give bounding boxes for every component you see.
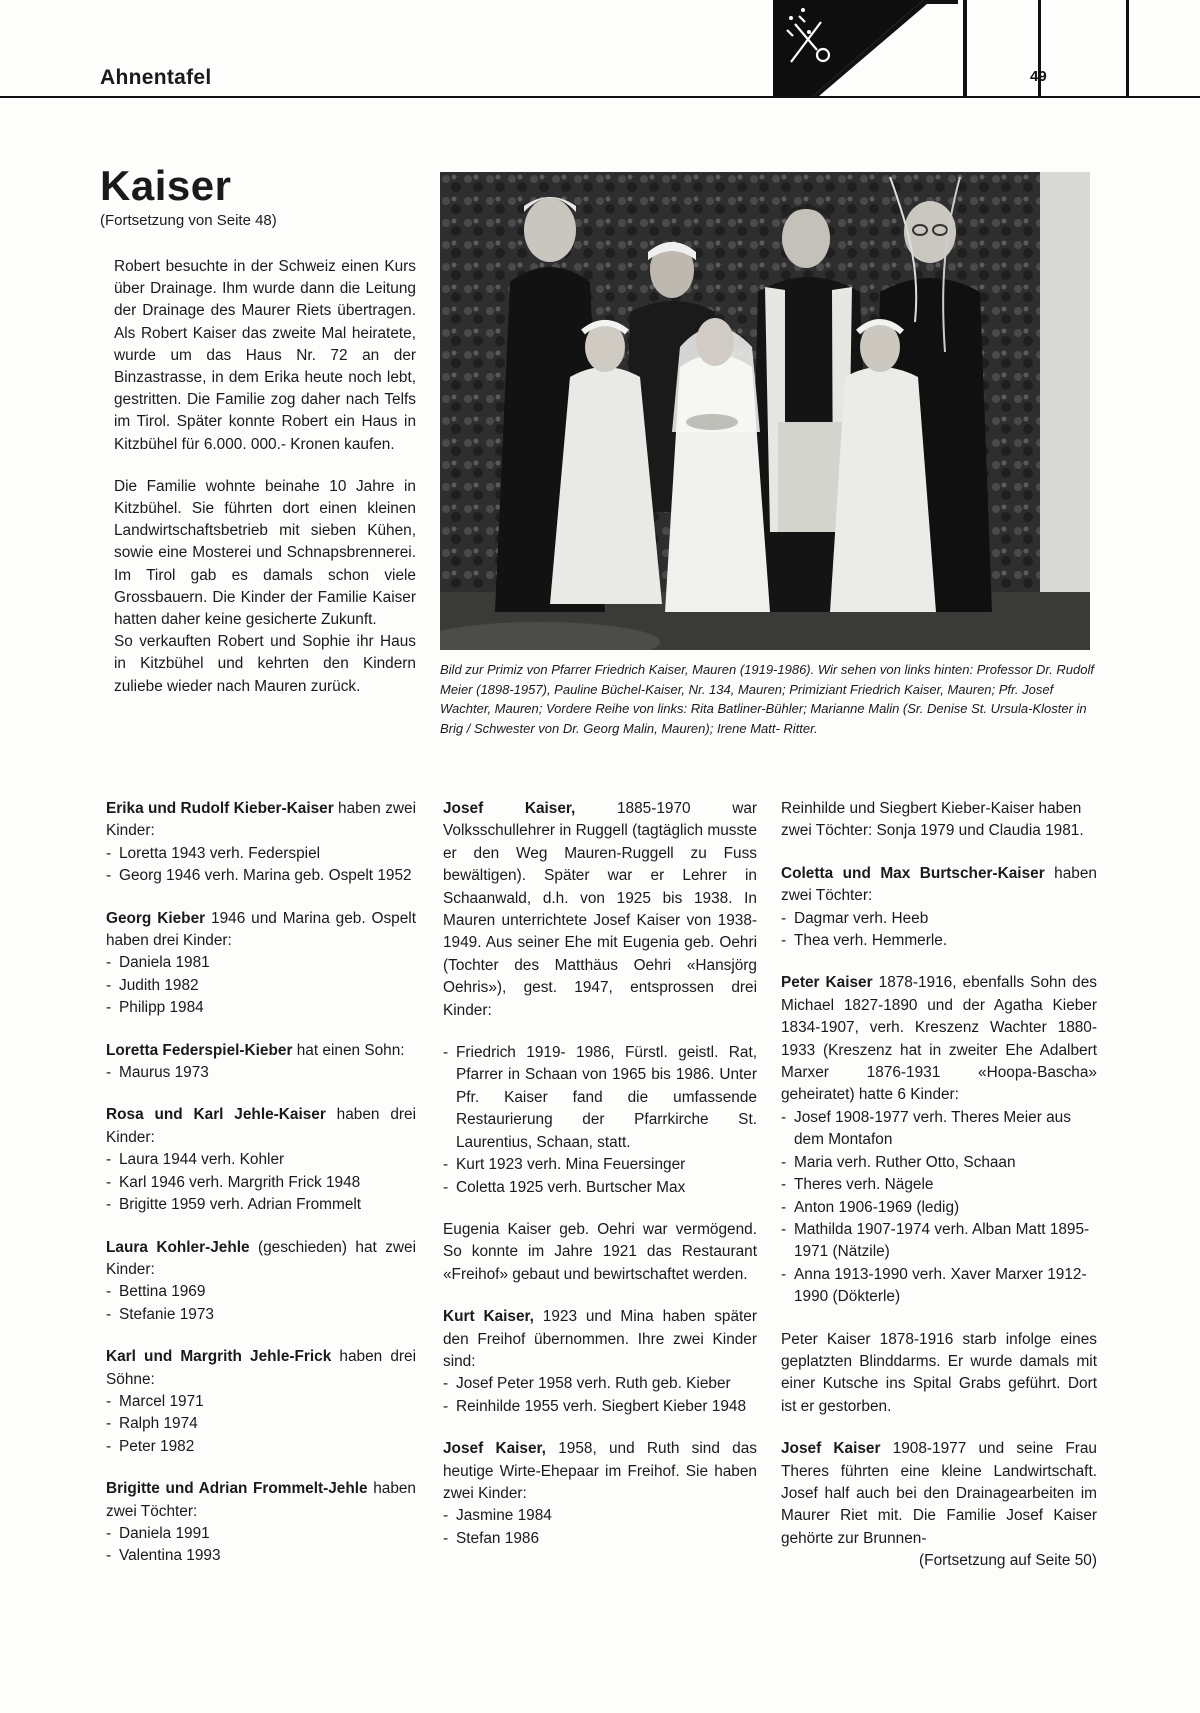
entry-heading: Loretta Federspiel-Kieber xyxy=(106,1041,293,1059)
entry-heading: Karl und Margrith Jehle-Frick xyxy=(106,1348,332,1366)
list-item: - Kurt 1923 verh. Mina Feuersinger xyxy=(443,1154,757,1176)
page-number: 49 xyxy=(1030,68,1047,85)
list-item: - Valentina 1993 xyxy=(106,1545,416,1567)
list-item: - Friedrich 1919- 1986, Fürstl. geistl. Rat, Pfarrer in Schaan von 1965 bis 1986. Unter Pfr. Kaiser fand die umfassende Restaurierung der Pfarrkirche St. Laurentius, Schaan, statt. xyxy=(443,1042,757,1154)
header-bar xyxy=(963,0,967,96)
entry-text: 1946 und Marina geb. Ospelt haben drei Kinder: xyxy=(106,909,417,950)
list-item: - Maurus 1973 xyxy=(106,1062,416,1084)
list-item: - Dagmar verh. Heeb xyxy=(781,908,1097,930)
entry-heading: Kurt Kaiser, xyxy=(443,1308,534,1326)
entry-text: haben drei Kinder: xyxy=(106,1106,416,1146)
entry-text: haben zwei Töchter: xyxy=(781,864,1097,905)
entry-josef-1885 xyxy=(443,798,757,1022)
entry-heading: Brigitte und Adrian Frommelt-Jehle xyxy=(106,1480,368,1498)
list-item: - Daniela 1981 xyxy=(106,952,416,974)
coat-of-arms-icon xyxy=(773,0,958,96)
list-item: - Josef 1908-1977 verh. Theres Meier aus dem Montafon xyxy=(781,1107,1097,1152)
list-item: - Josef Peter 1958 verh. Ruth geb. Kieber xyxy=(443,1373,757,1395)
list-item: - Thea verh. Hemmerle. xyxy=(781,930,1097,952)
entry-text: Eugenia Kaiser geb. Oehri war vermögend. So konnte im Jahre 1921 das Restaurant «Freihof» gebaut und bewirtschaftet werden. xyxy=(443,1220,757,1283)
entry-text: haben drei Söhne: xyxy=(106,1348,416,1388)
list-item: - Coletta 1925 verh. Burtscher Max xyxy=(443,1177,757,1199)
entry-georg xyxy=(106,908,416,1020)
intro-paragraph: Die Familie wohnte beinahe 10 Jahre in Kitzbühel. Sie führten dort einen kleinen Landwirtschaftsbetrieb mit sieben Kühen, sowie eine Mosterei und Schnapsbrennerei. Im Tirol gab es damals schon viele Grossbauern. Die Kinder der Familie Kaiser hatten daher keine gesicherte Zukunft. xyxy=(114,477,416,629)
list-item: - Bettina 1969 xyxy=(106,1281,416,1303)
list-item: - Anton 1906-1969 (ledig) xyxy=(781,1197,1097,1219)
entry-heading: Georg Kieber xyxy=(106,909,206,927)
entry-eugenia xyxy=(443,1219,757,1286)
entry-text: 1885-1970 war Volksschullehrer in Ruggell (tagtäglich musste er den Weg Mauren-Ruggell zu Fuss bewältigen). Später war er Lehrer in Schaanwald, d.h. von 1925 bis 1938. In Mauren unterrichtete Josef Kaiser von 1938-1949. Aus seiner Ehe mit Eugenia geb. Oehri (Tochter des Matthäus Oehri «Hansjörg Oehris»), gest. 1947, entsprossen drei Kinder: xyxy=(443,800,757,1019)
list-item: - Loretta 1943 verh. Federspiel xyxy=(106,843,416,865)
list-item: - Mathilda 1907-1974 verh. Alban Matt 1895-1971 (Nätzile) xyxy=(781,1219,1097,1264)
entry-heading: Laura Kohler-Jehle xyxy=(106,1238,250,1256)
entry-josef-1958 xyxy=(443,1438,757,1550)
entry-karl xyxy=(106,1346,416,1458)
list-item: - Georg 1946 verh. Marina geb. Ospelt 1952 xyxy=(106,865,416,887)
column-2 xyxy=(443,798,757,1570)
page-title: Kaiser xyxy=(100,162,232,209)
entry-text: (geschieden) hat zwei Kinder: xyxy=(106,1238,416,1278)
intro-paragraph: Robert besuchte in der Schweiz einen Kurs über Drainage. Ihm wurde dann die Leitung der Drainage des Maurer Riets übertragen. Als Robert Kaiser das zweite Mal heiratete, wurde um das Haus Nr. 72 an der Binzastrasse, in dem Erika heute noch lebt, gestritten. Die Familie zog daher nach Telfs im Tirol. Später konnte Robert ein Haus in Kitzbühel für 6.000. 000.- Kronen kaufen. xyxy=(114,258,416,453)
entry-laura xyxy=(106,1237,416,1327)
list-item: - Daniela 1991 xyxy=(106,1523,416,1545)
entry-josef-children xyxy=(443,1042,757,1199)
entry-heading: Josef Kaiser xyxy=(781,1440,881,1458)
list-item: - Stefan 1986 xyxy=(443,1528,757,1550)
entry-erika xyxy=(106,798,416,888)
entry-heading: Josef Kaiser, xyxy=(443,1440,546,1458)
entry-text: Peter Kaiser 1878-1916 starb infolge eines geplatzten Blinddarms. Er wurde damals mit einer Kutsche ins Spital Grabs geführt. Dort ist er gestorben. xyxy=(781,1330,1097,1415)
entry-text: haben zwei Töchter: xyxy=(106,1480,416,1520)
entry-brigitte xyxy=(106,1478,416,1568)
list-item: - Philipp 1984 xyxy=(106,997,416,1019)
entry-text: 1923 und Mina haben später den Freihof übernommen. Ihre zwei Kinder sind: xyxy=(443,1308,757,1370)
list-item: - Theres verh. Nägele xyxy=(781,1174,1097,1196)
emblem-box xyxy=(773,0,958,96)
list-item: - Laura 1944 verh. Kohler xyxy=(106,1149,416,1171)
list-item: - Stefanie 1973 xyxy=(106,1304,416,1326)
entry-text: hat einen Sohn: xyxy=(292,1041,405,1059)
group-photo xyxy=(440,172,1090,650)
list-item: - Ralph 1974 xyxy=(106,1413,416,1435)
header-bar xyxy=(1126,0,1129,96)
entry-text: Reinhilde und Siegbert Kieber-Kaiser haben zwei Töchter: Sonja 1979 und Claudia 1981. xyxy=(781,800,1084,840)
entry-heading: Erika und Rudolf Kieber-Kaiser xyxy=(106,800,334,817)
entry-text: 1908-1977 und seine Frau Theres führten eine kleine Landwirtschaft. Josef half auch bei den Drainagearbeiten im Maurer Riet mit. Die Familie Josef Kaiser gehörte zur Brunnen- xyxy=(781,1440,1097,1547)
entry-peter-death xyxy=(781,1329,1097,1419)
entry-heading: Peter Kaiser xyxy=(781,974,873,992)
page-header xyxy=(0,0,1200,100)
entry-loretta xyxy=(106,1040,416,1085)
entry-text: 1878-1916, ebenfalls Sohn des Michael 1827-1890 und der Agatha Kieber 1834-1907, verh. Kreszenz Wachter 1880-1933 (Kreszenz hat in zweiter Ehe Adalbert Marxer 1876-1931 «Hoopa-Bascha» geheiratet) hatte 6 Kinder: xyxy=(781,974,1097,1104)
list-item: - Jasmine 1984 xyxy=(443,1505,757,1527)
list-item: - Marcel 1971 xyxy=(106,1391,416,1413)
list-item: - Peter 1982 xyxy=(106,1436,416,1458)
list-item: - Reinhilde 1955 verh. Siegbert Kieber 1948 xyxy=(443,1396,757,1418)
entry-rosa xyxy=(106,1104,416,1216)
list-item: - Judith 1982 xyxy=(106,975,416,997)
list-item: - Anna 1913-1990 verh. Xaver Marxer 1912-1990 (Dökterle) xyxy=(781,1264,1097,1309)
header-rule xyxy=(0,96,1200,98)
column-3 xyxy=(781,798,1097,1573)
column-1 xyxy=(106,798,416,1588)
entry-peter xyxy=(781,972,1097,1308)
intro-text xyxy=(114,256,416,712)
list-item: - Brigitte 1959 verh. Adrian Frommelt xyxy=(106,1194,416,1216)
intro-paragraph: So verkauften Robert und Sophie ihr Haus in Kitzbühel und kehrten den Kindern zuliebe wieder nach Mauren zurück. xyxy=(114,633,416,695)
list-item: - Maria verh. Ruther Otto, Schaan xyxy=(781,1152,1097,1174)
entry-heading: Josef Kaiser, xyxy=(443,800,576,817)
continued-note: (Fortsetzung auf Seite 50) xyxy=(919,1552,1097,1570)
entry-reinhilde xyxy=(781,798,1097,843)
continuation-note: (Fortsetzung von Seite 48) xyxy=(100,212,277,229)
list-item: - Karl 1946 verh. Margrith Frick 1948 xyxy=(106,1172,416,1194)
entry-text: haben zwei Kinder: xyxy=(106,800,416,840)
entry-coletta xyxy=(781,863,1097,953)
entry-kurt xyxy=(443,1306,757,1418)
entry-josef-1908 xyxy=(781,1438,1097,1572)
entry-heading: Coletta und Max Burtscher-Kaiser xyxy=(781,864,1045,882)
photo-caption: Bild zur Primiz von Pfarrer Friedrich Kaiser, Mauren (1919-1986). Wir sehen von links hinten: Professor Dr. Rudolf Meier (1898-1957), Pauline Büchel-Kaiser, Nr. 134, Mauren; Primiziant Friedrich Kaiser, Mauren; Pfr. Josef Wachter, Mauren; Vordere Reihe von links: Rita Batliner-Bühler; Marianne Malin (Sr. Denise St. Ursula-Kloster in Brig / Schwester von Dr. Georg Malin, Mauren); Irene Matt- Ritter. xyxy=(440,662,1094,736)
entry-text: 1958, und Ruth sind das heutige Wirte-Ehepaar im Freihof. Sie haben zwei Kinder: xyxy=(443,1440,757,1502)
entry-heading: Rosa und Karl Jehle-Kaiser xyxy=(106,1106,326,1124)
section-title: Ahnentafel xyxy=(100,66,212,89)
